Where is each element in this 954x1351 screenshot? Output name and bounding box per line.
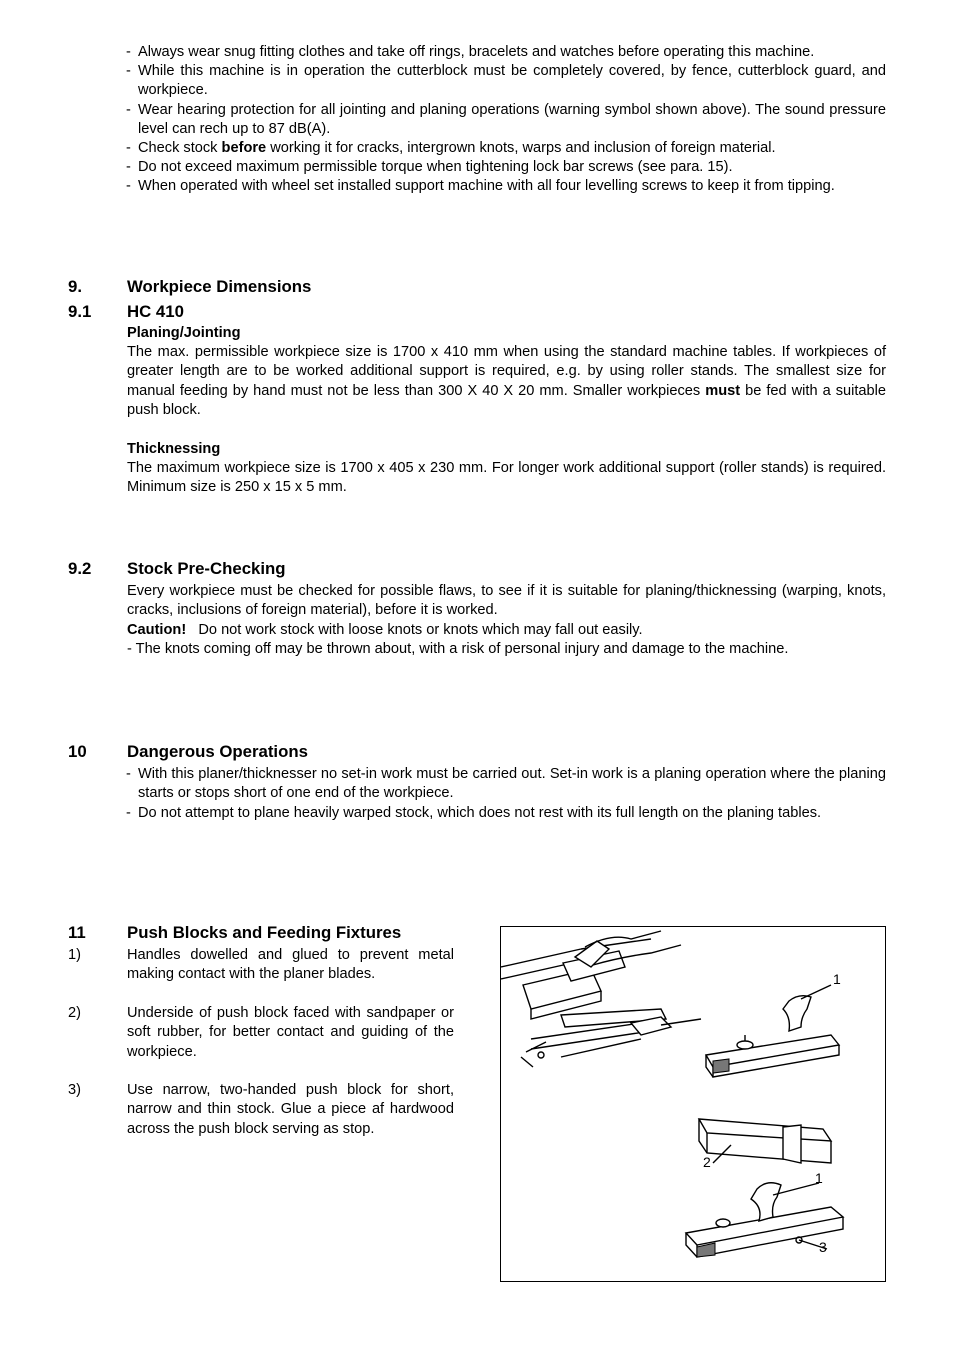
item-text: Underside of push block faced with sandpaper or soft rubber, for better contact and guiding of the workpiece. (127, 1005, 454, 1060)
section-number: 11 (68, 923, 86, 942)
push-block-1-drawing (706, 985, 839, 1077)
planing-paragraph: The max. permissible workpiece size is 1700 x 410 mm when using the standard machine tables. If workpieces of greater length are to be worked additional support is required, e.g. by using roller stands. The smallest size for manual feeding by hand must not be less than 300 X 40 X 20 mm. Smaller workpieces must be fed with a suitable push block. (127, 344, 886, 419)
figure-label: 1 (815, 1170, 823, 1186)
section-number: 9. (68, 277, 82, 296)
safety-bullet: - Wear hearing protection for all jointing and planing operations (warning symbol shown above). The sound pressure level can rech up to 87 dB(A). (126, 101, 886, 137)
section-title: Stock Pre-Checking (127, 559, 286, 578)
thicknessing-heading: Thicknessing (127, 441, 221, 457)
thicknessing-paragraph: The maximum workpiece size is 1700 x 405 x 230 mm. For longer work additional support (roller stands) is required. Minimum size is 250 x 15 x 5 mm. (127, 460, 886, 496)
push-block-figure (500, 926, 886, 1282)
figure-label: 1 (833, 971, 841, 987)
section-title: Push Blocks and Feeding Fixtures (127, 923, 402, 942)
item-number: 1) (68, 947, 81, 963)
item-number: 2) (68, 1005, 81, 1021)
danger-bullet-list (126, 765, 886, 823)
safety-bullet: - When operated with wheel set installed support machine with all four levelling screws to keep it from tipping. (126, 178, 835, 195)
danger-bullet: - Do not attempt to plane heavily warped stock, which does not rest with its full length on the planing tables. (126, 804, 822, 821)
safety-bullet-list (126, 43, 886, 197)
section-number: 10 (68, 742, 87, 761)
item-text: Use narrow, two-handed push block for short, narrow and thin stock. Glue a piece af hardwood across the push block serving as stop. (127, 1082, 454, 1137)
safety-bullet: - Check stock before working it for cracks, intergrown knots, warps and inclusion of foreign material. (126, 140, 776, 157)
figure-label: 2 (703, 1154, 711, 1170)
safety-bullet: - Do not exceed maximum permissible torque when tightening lock bar screws (see para. 15). (126, 159, 733, 176)
item-number: 3) (68, 1082, 81, 1098)
push-block-2-drawing (699, 1119, 831, 1163)
safety-bullet: - While this machine is in operation the cutterblock must be completely covered, by fence, cutterblock guard, and workpiece. (126, 63, 886, 99)
planer-table-drawing (501, 931, 701, 1067)
planing-heading: Planing/Jointing (127, 325, 241, 341)
caution-line: Caution! Do not work stock with loose knots or knots which may fall out easily. (127, 621, 643, 638)
section-number: 9.2 (68, 559, 92, 578)
section-title: Workpiece Dimensions (127, 277, 312, 296)
figure-label: 3 (819, 1239, 827, 1255)
danger-bullet: - With this planer/thicknesser no set-in work must be carried out. Set-in work is a planing operation where the planing starts or stops short of one end of the workpiece. (126, 766, 886, 802)
section-title: Dangerous Operations (127, 742, 308, 761)
stock-check-paragraph: Every workpiece must be checked for possible flaws, to see if it is suitable for planing/thicknessing (warping, knots, cracks, inclusions of foreign material), before it is worked. Caution! Do not work stock with loose knots or knots which may fall out easily. - The knots coming off may be thrown about, with a risk of personal injury and damage to the machine. (127, 583, 886, 658)
subsection-number: 9.1 (68, 302, 92, 321)
item-text: Handles dowelled and glued to prevent metal making contact with the planer blades. (127, 947, 454, 983)
safety-bullet: - Always wear snug fitting clothes and take off rings, bracelets and watches before operating this machine. (126, 44, 815, 60)
push-block-illustration (501, 927, 885, 1281)
subsection-title: HC 410 (127, 302, 184, 321)
